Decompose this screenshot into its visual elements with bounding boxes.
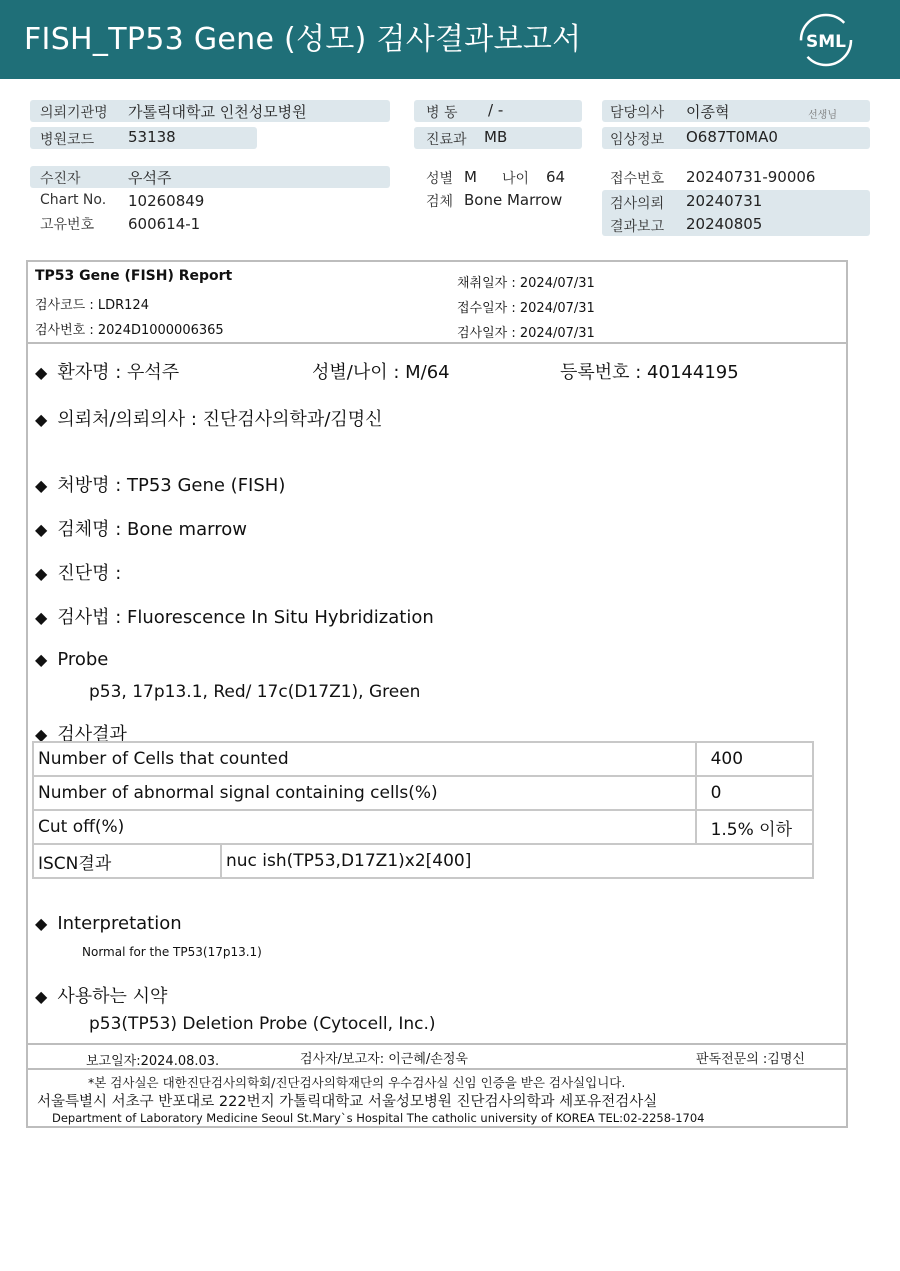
report-date-label: 결과보고 [610,219,665,235]
interpretation-text: Normal for the TP53(17p13.1) [82,945,262,959]
report-header [0,0,900,79]
interpretation-heading: ◆ Interpretation [35,913,182,934]
diamond-icon: ◆ [35,564,48,583]
table-row [33,844,813,878]
result-value-cell: 400 [696,742,813,776]
clinical-value: O687T0MA0 [686,128,778,146]
result-heading: ◆ 검사결과 [35,724,127,745]
diamond-icon: ◆ [35,476,48,495]
result-label-cell: Number of abnormal signal containing cells(%) [33,776,696,810]
patient-value: 우석주 [128,169,172,187]
age-value: 64 [546,168,566,186]
iscn-label-cell: ISCN결과 [33,844,221,878]
result-label-cell: Cut off(%) [33,810,696,844]
hospital-code-label: 병원코드 [40,132,95,148]
receipt-no-value: 20240731-90006 [686,168,816,186]
patient-label: 수진자 [40,171,81,187]
table-row [33,810,813,844]
test-number: 검사번호 : 2024D1000006365 [35,323,224,338]
result-value-cell: 0 [696,776,813,810]
patient-row-bg [30,166,390,188]
doctor-suffix: 선생님 [808,110,837,121]
report-day: 보고일자:2024.08.03. [86,1054,220,1069]
registration-line: 등록번호 : 40144195 [560,362,739,383]
ward-label: 병 동 [426,105,458,121]
unique-value: 600614-1 [128,215,201,233]
diamond-icon: ◆ [35,650,48,669]
chart-label: Chart No. [40,192,107,208]
hospital-code-value: 53138 [128,128,176,146]
footer-divider-top [26,1043,848,1045]
department-line: Department of Laboratory Medicine Seoul St.Mary`s Hospital The catholic university of KOREA TEL:02-2258-1704 [52,1111,705,1125]
specimen-line: ◆ 검체명 : Bone marrow [35,519,247,540]
table-row [33,776,813,810]
reagent-heading: ◆ 사용하는 시약 [35,986,168,1007]
diamond-icon: ◆ [35,608,48,627]
diamond-icon: ◆ [35,914,48,933]
test-code: 검사코드 : LDR124 [35,298,149,313]
chart-value: 10260849 [128,192,205,210]
address-line: 서울특별시 서초구 반포대로 222번지 가톨릭대학교 서울성모병원 진단검사의학과 세포유전검사실 [37,1094,658,1110]
department-label: 진료과 [426,132,467,148]
report-date-value: 20240805 [686,215,763,233]
diagnosis-line: ◆ 진단명 : [35,563,122,584]
diamond-icon: ◆ [35,725,48,744]
result-value-cell: 1.5% 이하 [696,810,813,844]
doctor-value: 이종혁 [686,103,730,121]
diamond-icon: ◆ [35,987,48,1006]
department-value: MB [484,128,508,146]
method-line: ◆ 검사법 : Fluorescence In Situ Hybridization [35,607,434,628]
collect-date: 채취일자 : 2024/07/31 [457,276,595,291]
page-title: FISH_TP53 Gene (성모) 검사결과보고서 [24,22,582,57]
table-row [33,742,813,776]
certification-note: *본 검사실은 대한진단검사의학회/진단검사의학재단의 우수검사실 신임 인증을 받은 검사실입니다. [88,1075,626,1090]
ward-value: / - [488,101,504,119]
age-label: 나이 [502,171,530,187]
result-table [32,741,814,879]
result-label-cell: Number of Cells that counted [33,742,696,776]
receive-date: 접수일자 : 2024/07/31 [457,301,595,316]
reagent-text: p53(TP53) Deletion Probe (Cytocell, Inc.) [89,1014,436,1034]
specialist-line: 판독전문의 :김명신 [696,1052,805,1067]
report-divider [26,342,848,344]
prescription-line: ◆ 처방명 : TP53 Gene (FISH) [35,475,286,496]
sml-logo [798,12,854,68]
referrer-line: ◆ 의뢰처/의뢰의사 : 진단검사의학과/김명신 [35,409,383,430]
footer-divider-bottom [26,1068,848,1070]
institution-value: 가톨릭대학교 인천성모병원 [128,103,307,121]
unique-label: 고유번호 [40,217,95,233]
diamond-icon: ◆ [35,363,48,382]
report-title: TP53 Gene (FISH) Report [35,268,233,284]
specimen-value: Bone Marrow [464,191,563,209]
iscn-value-cell: nuc ish(TP53,D17Z1)x2[400] [221,844,813,878]
receipt-no-label: 접수번호 [610,171,665,187]
doctor-label: 담당의사 [610,105,665,121]
svg-text:SML: SML [806,32,846,52]
diamond-icon: ◆ [35,520,48,539]
probe-heading: ◆ Probe [35,649,109,670]
test-date: 검사일자 : 2024/07/31 [457,326,595,341]
request-value: 20240731 [686,192,763,210]
sex-age-line: 성별/나이 : M/64 [312,362,450,383]
sex-value: M [464,168,477,186]
patient-name-line: ◆ 환자명 : 우석주 [35,362,180,383]
institution-label: 의뢰기관명 [40,105,108,121]
tester-line: 검사자/보고자: 이근혜/손정욱 [300,1052,468,1067]
request-label: 검사의뢰 [610,196,665,212]
diamond-icon: ◆ [35,410,48,429]
sex-label: 성별 [426,171,454,187]
probe-detail: p53, 17p13.1, Red/ 17c(D17Z1), Green [89,682,421,702]
specimen-label: 검체 [426,194,454,210]
clinical-label: 임상정보 [610,132,665,148]
